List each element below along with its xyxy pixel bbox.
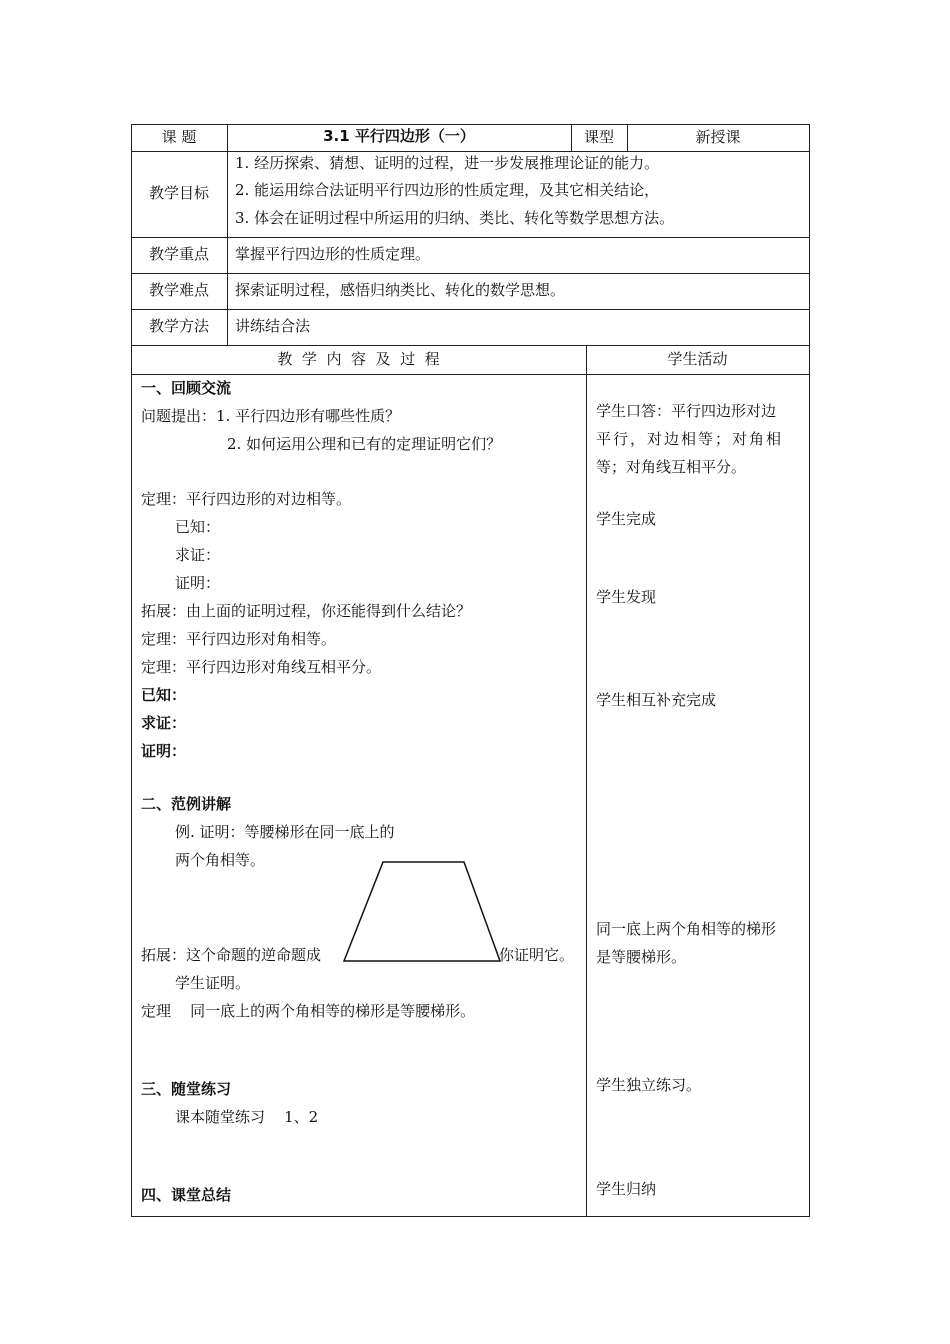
theorem-2: 定理：平行四边形对角相等。: [141, 630, 337, 648]
known-2: 已知：: [141, 686, 187, 704]
difficulty-label: 教学难点: [148, 281, 209, 299]
theorem-1: 定理：平行四边形的对边相等。: [141, 490, 352, 508]
difficulty-text: 探索证明过程，感悟归纳类比、转化的数学思想。: [235, 281, 566, 299]
activity-5-line-2: 是等腰梯形。: [596, 948, 687, 966]
proof-2: 证明：: [141, 742, 187, 760]
theorem-3: 定理：平行四边形对角线互相平分。: [141, 658, 382, 676]
known-1: 已知：: [175, 518, 221, 536]
activity-5-line-1: 同一底上两个角相等的梯形: [596, 920, 777, 938]
activity-3: 学生发现: [596, 588, 657, 606]
activity-1-line-2: 平行，对边相等；对角相: [596, 430, 784, 448]
prove-1: 求证：: [175, 546, 221, 564]
method-label: 教学方法: [148, 317, 209, 335]
type-label: 课型: [583, 128, 614, 146]
question-2: 2. 如何运用公理和已有的定理证明它们？: [227, 435, 502, 453]
theorem-4: 定理 同一底上的两个角相等的梯形是等腰梯形。: [141, 1002, 476, 1020]
extension-1: 拓展：由上面的证明过程，你还能得到什么结论？: [141, 602, 472, 620]
extension-2-tail: 你证明它。: [499, 946, 575, 964]
activity-7: 学生归纳: [596, 1180, 657, 1198]
activity-2: 学生完成: [596, 510, 657, 528]
example-line-1: 例. 证明：等腰梯形在同一底上的: [175, 823, 395, 841]
objectives-label: 教学目标: [148, 184, 209, 202]
objective-3: 3. 体会在证明过程中所运用的归纳、类比、转化等数学思想方法。: [235, 209, 675, 227]
activity-1-line-1: 学生口答：平行四边形对边: [596, 402, 777, 420]
section-2-title: 二、范例讲解: [141, 795, 232, 813]
practice-text: 课本随堂练习 1、2: [175, 1108, 319, 1126]
section-4-title: 四、课堂总结: [141, 1186, 232, 1204]
key-text: 掌握平行四边形的性质定理。: [235, 245, 431, 263]
objective-1: 1. 经历探索、猜想、证明的过程，进一步发展推理论证的能力。: [235, 154, 660, 172]
example-line-2: 两个角相等。: [175, 851, 266, 869]
extension-2: 拓展：这个命题的逆命题成: [141, 946, 322, 964]
question-1: 问题提出：1. 平行四边形有哪些性质？: [141, 407, 401, 425]
objective-2: 2. 能运用综合法证明平行四边形的性质定理，及其它相关结论，: [235, 181, 660, 199]
method-text: 讲练结合法: [235, 317, 311, 335]
activity-column-header: 学生活动: [667, 350, 728, 368]
activity-1-line-3: 等；对角线互相平分。: [596, 458, 747, 476]
title-label: 课 题: [161, 128, 197, 146]
activity-6: 学生独立练习。: [596, 1076, 702, 1094]
activity-4: 学生相互补充完成: [596, 691, 717, 709]
section-1-title: 一、回顾交流: [141, 379, 232, 397]
isosceles-trapezoid-figure: [340, 858, 505, 966]
proof-1: 证明：: [175, 574, 221, 592]
content-column-header: 教 学 内 容 及 过 程: [277, 350, 440, 368]
student-proof: 学生证明。: [175, 974, 251, 992]
prove-2: 求证：: [141, 714, 187, 732]
type-value: 新授课: [695, 128, 741, 146]
key-label: 教学重点: [148, 245, 209, 263]
lesson-title: 3.1 平行四边形（一）: [323, 127, 475, 145]
section-3-title: 三、随堂练习: [141, 1080, 232, 1098]
